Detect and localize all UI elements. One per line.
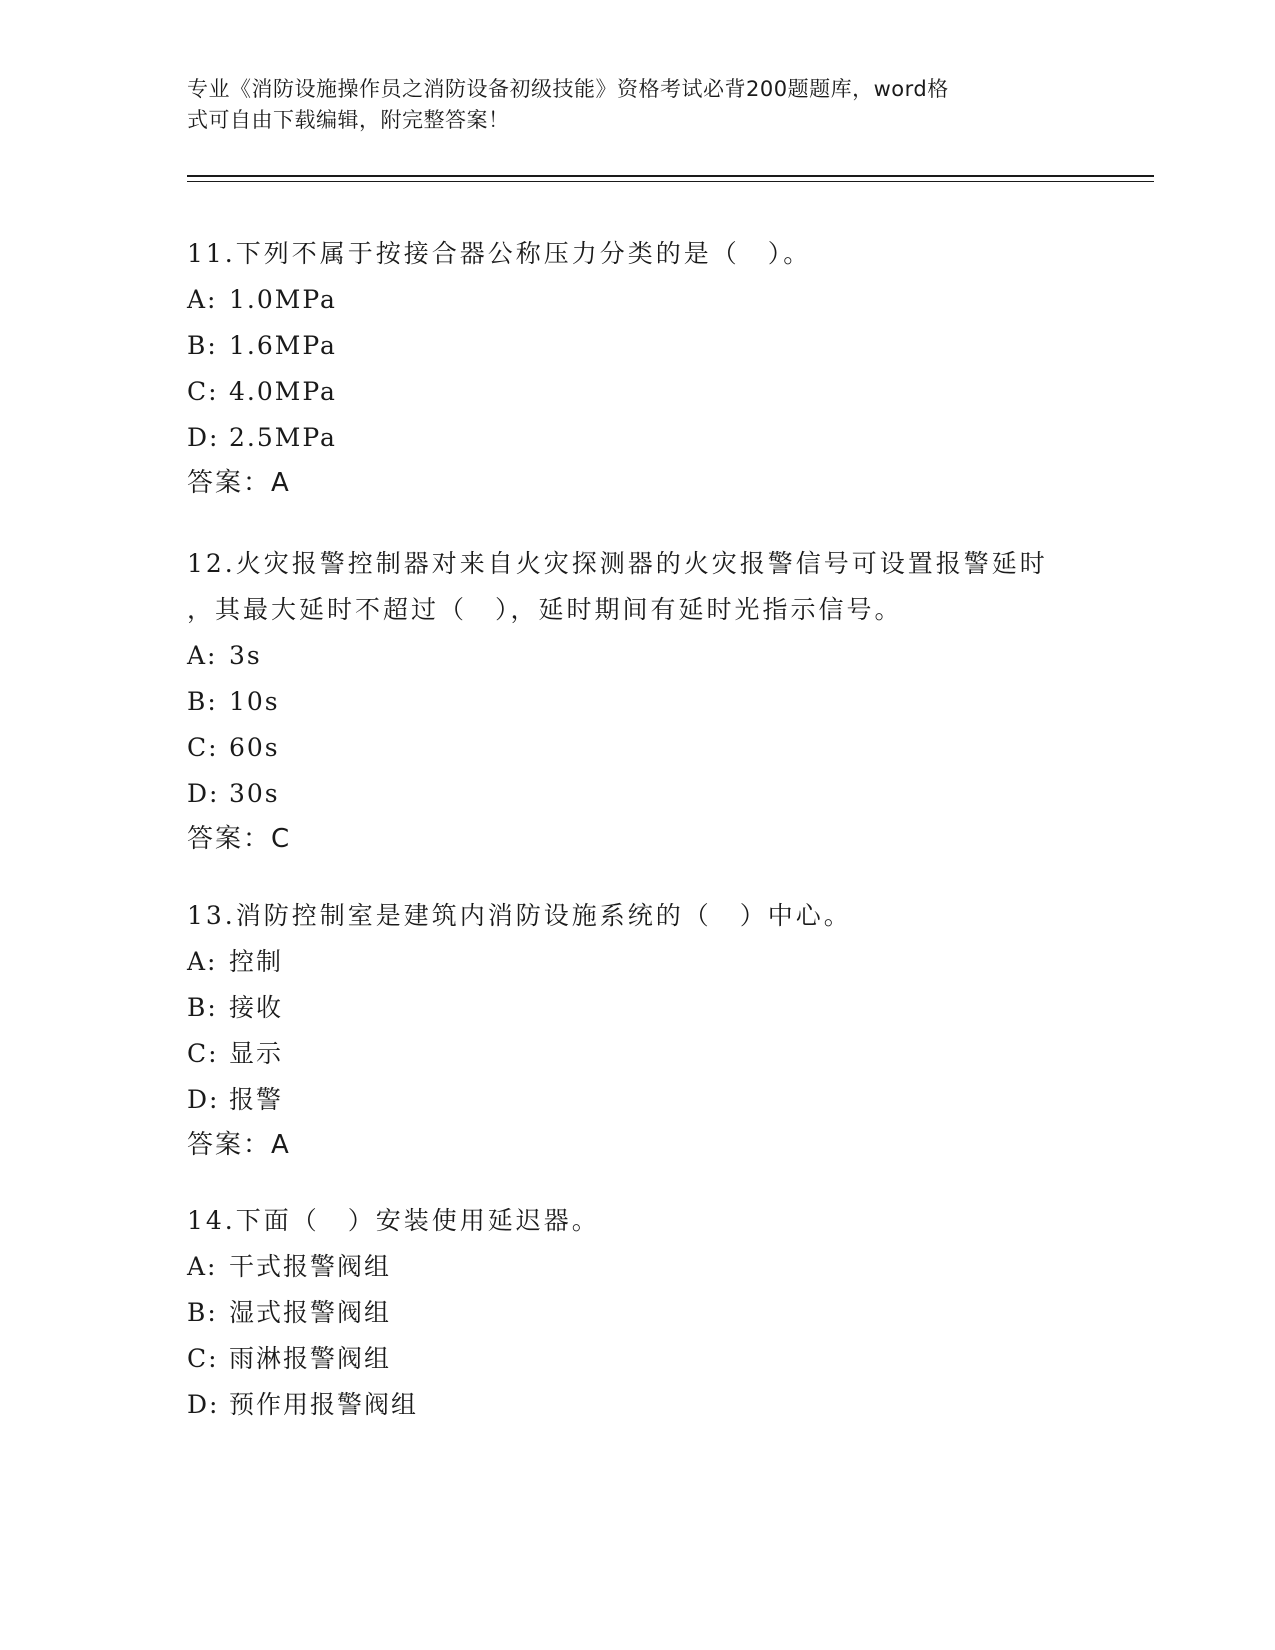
option-letter: C: — [187, 1039, 219, 1068]
option-text: 报警 — [229, 1085, 284, 1114]
option-text: 60s — [229, 733, 280, 762]
option-c — [187, 725, 1087, 771]
option-d — [187, 1077, 1087, 1123]
question-stem: 14.下面（ ）安装使用延迟器。 — [187, 1206, 600, 1235]
question-11 — [187, 231, 1087, 505]
option-text: 接收 — [229, 993, 284, 1022]
option-letter: C: — [187, 733, 219, 762]
option-text: 显示 — [229, 1039, 284, 1068]
option-letter: B: — [187, 1298, 218, 1327]
option-letter: B: — [187, 993, 218, 1022]
option-text: 30s — [229, 779, 280, 808]
option-letter: A: — [187, 641, 218, 670]
question-stem: 13.消防控制室是建筑内消防设施系统的（ ）中心。 — [187, 901, 852, 930]
option-letter: D: — [187, 1390, 220, 1419]
option-text: 雨淋报警阀组 — [229, 1344, 392, 1373]
option-text: 4.0MPa — [229, 377, 337, 406]
option-letter: C: — [187, 377, 219, 406]
question-stem-line-1: 12.火灾报警控制器对来自火灾探测器的火灾报警信号可设置报警延时 — [187, 549, 1048, 578]
option-d — [187, 415, 1087, 461]
document-header — [187, 74, 1067, 136]
question-stem-line-2: ，其最大延时不超过（ ），延时期间有延时光指示信号。 — [187, 595, 903, 624]
option-text: 1.0MPa — [229, 285, 337, 314]
header-line-2: 式可自由下载编辑，附完整答案！ — [187, 108, 510, 132]
option-b — [187, 985, 1087, 1031]
option-letter: B: — [187, 687, 218, 716]
option-letter: D: — [187, 423, 220, 452]
question-14 — [187, 1198, 1087, 1428]
option-text: 预作用报警阀组 — [229, 1390, 419, 1419]
question-stem: 11.下列不属于按接合器公称压力分类的是（ ）。 — [187, 239, 812, 268]
option-c — [187, 1031, 1087, 1077]
option-text: 2.5MPa — [229, 423, 337, 452]
option-c — [187, 1336, 1087, 1382]
header-line-1: 专业《消防设施操作员之消防设备初级技能》资格考试必背200题题库，word格 — [187, 77, 949, 101]
option-text: 1.6MPa — [229, 331, 337, 360]
question-12 — [187, 541, 1087, 861]
option-text: 湿式报警阀组 — [229, 1298, 392, 1327]
header-divider-thin — [187, 181, 1154, 182]
option-letter: A: — [187, 947, 218, 976]
answer-label: 答案：A — [187, 1130, 291, 1160]
option-letter: A: — [187, 285, 218, 314]
option-letter: A: — [187, 1252, 218, 1281]
option-d — [187, 1382, 1087, 1428]
option-a — [187, 1244, 1087, 1290]
answer-label: 答案：A — [187, 468, 291, 498]
option-text: 3s — [229, 641, 262, 670]
option-d — [187, 771, 1087, 817]
answer-label: 答案：C — [187, 824, 292, 854]
question-13 — [187, 893, 1087, 1167]
option-c — [187, 369, 1087, 415]
option-letter: C: — [187, 1344, 219, 1373]
option-letter: D: — [187, 1085, 220, 1114]
option-text: 控制 — [229, 947, 284, 976]
option-a — [187, 277, 1087, 323]
option-a — [187, 939, 1087, 985]
option-text: 10s — [229, 687, 280, 716]
option-b — [187, 1290, 1087, 1336]
option-text: 干式报警阀组 — [229, 1252, 392, 1281]
header-divider-thick — [187, 175, 1154, 177]
option-a — [187, 633, 1087, 679]
option-b — [187, 323, 1087, 369]
option-b — [187, 679, 1087, 725]
option-letter: D: — [187, 779, 220, 808]
option-letter: B: — [187, 331, 218, 360]
